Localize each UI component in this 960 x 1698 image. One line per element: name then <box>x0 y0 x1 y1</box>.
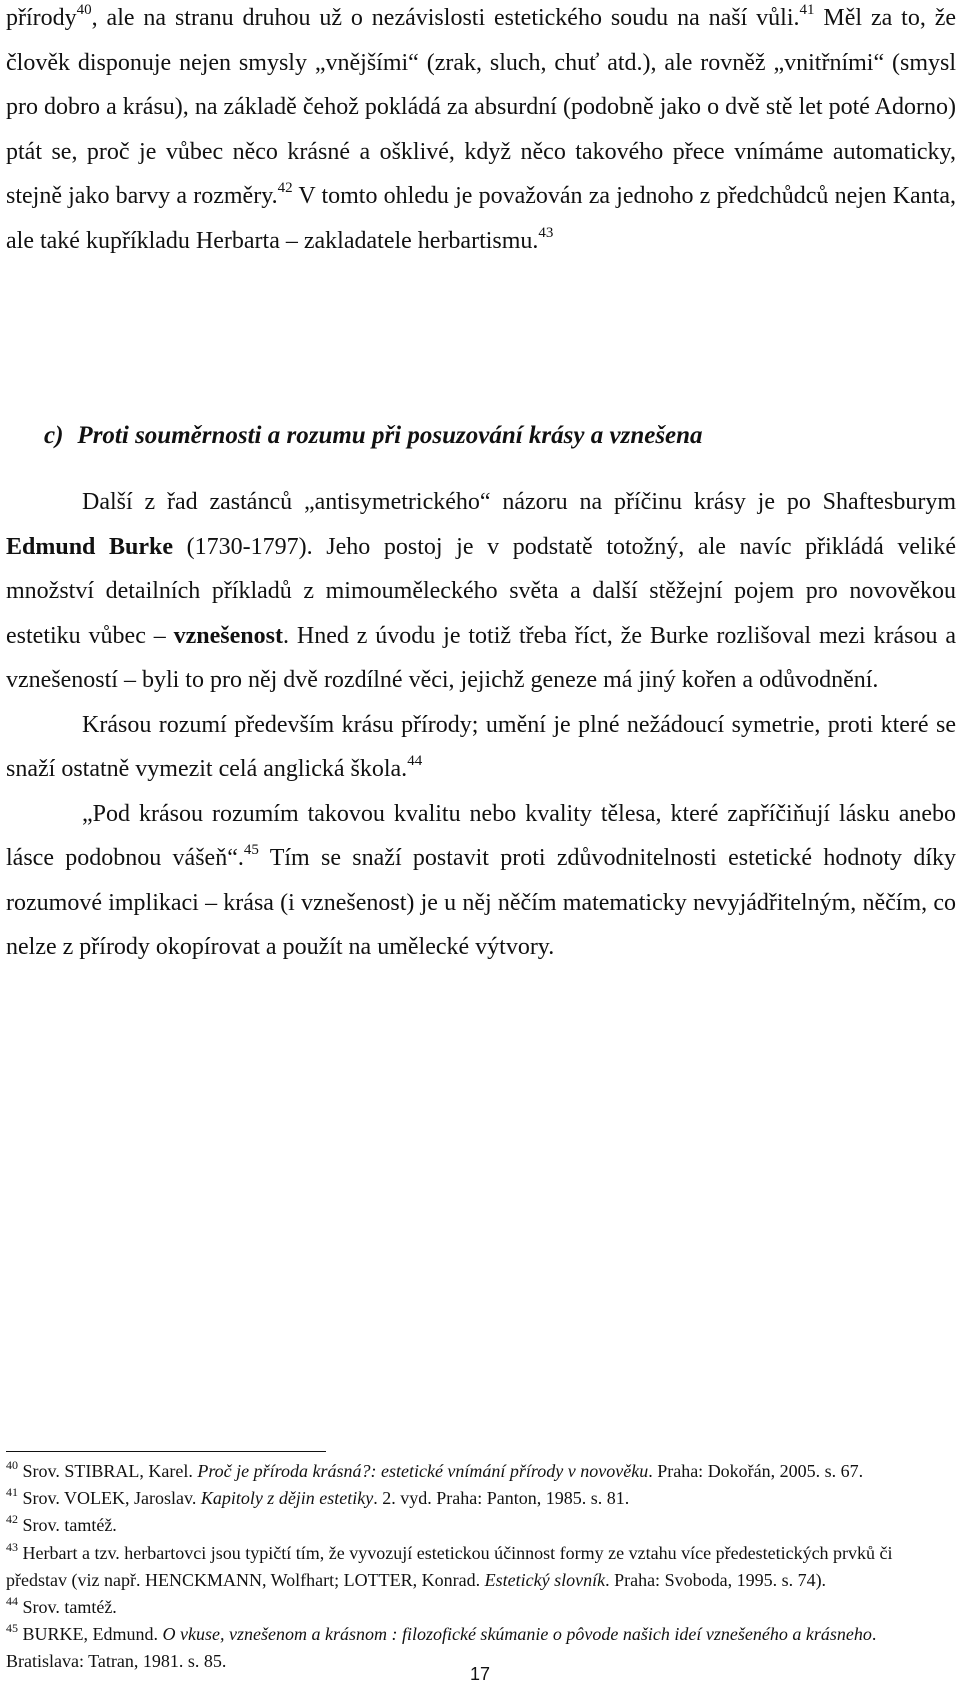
bold-name-burke: Edmund Burke <box>6 533 174 560</box>
paragraph-text: Další z řad zastánců „antisymetrického“ názoru na příčinu krásy je po Shaftesburym <box>82 489 956 515</box>
footnote-text: Srov. tamtéž. <box>18 1597 117 1618</box>
footnote-number: 40 <box>6 1458 18 1472</box>
footnote-text: Herbart a tzv. herbartovci jsou typičtí tím, že vyvozují estetickou účinnost formy ze vztahu více předestetických prvků či představ (viz např. HENCKMANN, Wolfhart; LOTTER, Konrad. <box>6 1542 893 1590</box>
footnote-title: Proč je příroda krásná?: estetické vnímání přírody v novověku <box>197 1461 649 1481</box>
section-letter: c) <box>44 422 64 449</box>
footnote-text: . Praha: Dokořán, 2005. s. 67. <box>648 1461 864 1481</box>
footnote-number: 43 <box>6 1539 18 1554</box>
footnote-text: BURKE, Edmund. <box>18 1624 163 1645</box>
footnote-ref-41[interactable]: 41 <box>799 2 815 18</box>
footnote-41 <box>6 1485 951 1512</box>
footnote-42 <box>6 1512 951 1539</box>
footnote-44 <box>6 1594 951 1621</box>
footnote-text: . Praha: Svoboda, 1995. s. 74). <box>605 1569 827 1590</box>
paragraph-burke-intro <box>6 480 956 703</box>
footnote-title: Estetický slovník <box>484 1569 606 1590</box>
paragraph-text: Měl za to, že člověk disponuje nejen smysly „vnějšími“ (zrak, sluch, chuť atd.), ale rovněž „vnitřními“ (smysl pro dobro a krásu), na základě čehož pokládá za absurdní (podobně jako o dvě stě let poté Adorno) ptát se, proč je vůbec něco krásné a ošklivé, když něco takového přece vnímáme automaticky, stejně jako barvy a rozměry. <box>6 5 957 209</box>
section-title: Proti souměrnosti a rozumu při posuzování krásy a vznešena <box>77 422 703 449</box>
footnote-43 <box>6 1540 951 1594</box>
paragraph-text: Krásou rozumí především krásu přírody; umění je plné nežádoucí symetrie, proti které se snaží ostatně vymezit celá anglická škola. <box>6 711 956 782</box>
footnote-ref-40[interactable]: 40 <box>76 2 92 18</box>
paragraph-text: V tomto ohledu je považován za jednoho z předchůdců nejen Kanta, ale také kupříkladu Herbarta – zakladatele herbartismu. <box>6 183 957 254</box>
text-block-top <box>6 0 956 263</box>
footnote-number: 42 <box>6 1512 18 1527</box>
footnote-number: 45 <box>6 1621 18 1636</box>
footnote-text: Srov. tamtéž. <box>18 1515 117 1536</box>
footnote-ref-44[interactable]: 44 <box>407 753 423 769</box>
footnote-text: . Bratislava: Tatran, 1981. s. 85. <box>6 1624 877 1672</box>
footnote-title: O vkuse, vznešenom a krásnom : filozofické skúmanie o pôvode našich ideí vznešeného a krásneho <box>162 1624 872 1645</box>
footnote-text: Srov. VOLEK, Jaroslav. <box>18 1488 201 1509</box>
paragraph-text: Tím se snaží postavit proti zdůvodnitelnosti estetické hodnoty díky rozumové implikaci – krása (i vznešenost) je u něj něčím matematicky nevyjádřitelným, něčím, co nelze z přírody okopírovat a použít na umělecké výtvory. <box>6 845 956 960</box>
paragraph-text: (1730-1797). Jeho postoj je v podstatě totožný, ale navíc přikládá veliké množství detailních příkladů z mimouměleckého světa a další stěžejní pojem pro novověkou estetiku vůbec – <box>6 533 957 649</box>
footnote-title: Kapitoly z dějin estetiky <box>200 1488 374 1509</box>
footnote-number: 44 <box>6 1594 18 1609</box>
section-heading <box>44 422 703 450</box>
footnote-text: . 2. vyd. Praha: Panton, 1985. s. 81. <box>373 1488 630 1509</box>
footnote-text: Srov. STIBRAL, Karel. <box>18 1461 198 1481</box>
paragraph-quote <box>6 792 956 970</box>
footnote-ref-45[interactable]: 45 <box>243 842 259 858</box>
paragraph-text: přírody <box>6 5 77 31</box>
text-block-burke <box>6 480 956 970</box>
footnote-40 <box>6 1458 951 1485</box>
footnote-separator <box>6 1451 326 1452</box>
footnotes <box>6 1458 951 1676</box>
paragraph-text: , ale na stranu druhou už o nezávislosti estetického soudu na naší vůli. <box>91 5 800 31</box>
footnote-number: 41 <box>6 1485 18 1500</box>
paragraph-text: „Pod krásou rozumím takovou kvalitu nebo kvality tělesa, které zapříčiňují lásku anebo lásce podobnou vášeň“. <box>6 800 956 871</box>
page-number: 17 <box>469 1664 491 1684</box>
paragraph-nature-beauty <box>6 703 956 792</box>
footnote-ref-42[interactable]: 42 <box>277 180 293 196</box>
footnote-ref-43[interactable]: 43 <box>538 224 554 241</box>
bold-term-vznesenost: vznešenost <box>173 622 283 649</box>
paragraph-shaftesbury <box>6 0 956 263</box>
paragraph-text: . Hned z úvodu je totiž třeba říct, že Burke rozlišoval mezi krásou a vznešeností – byli to pro něj dvě rozdílné věci, jejichž geneze má jiný kořen a odůvodnění. <box>6 622 957 693</box>
